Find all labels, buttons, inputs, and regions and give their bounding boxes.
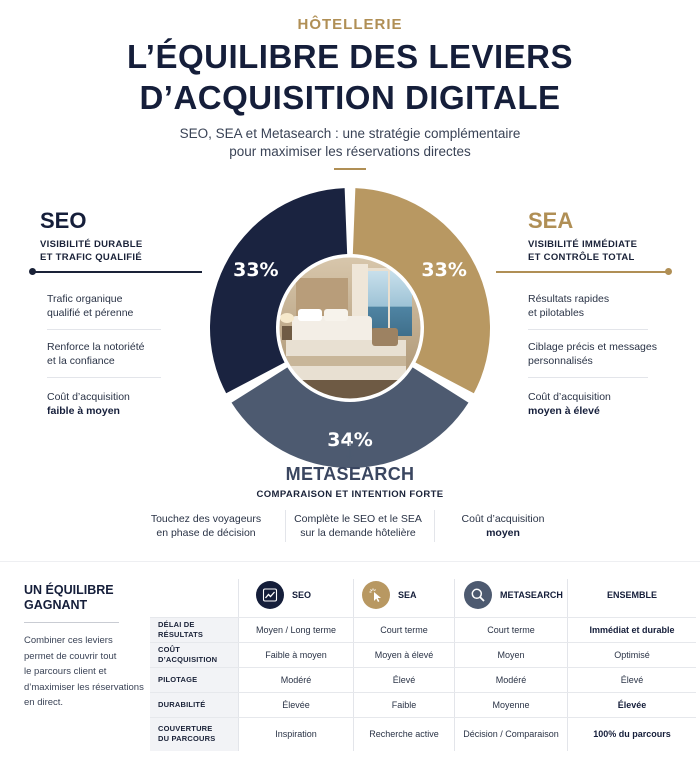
sea-item-1-line1: Résultats rapides <box>528 293 610 305</box>
seo-item-2-line2: et la confiance <box>47 355 115 367</box>
summary-text-line1: Combiner ces leviers <box>24 635 113 646</box>
table-cell: Élevée <box>282 699 310 710</box>
seo-item-1-line2: qualifié et pérenne <box>47 307 134 319</box>
sea-item-2-line1: Ciblage précis et messages <box>528 341 657 353</box>
metasearch-point-1-line1: Touchez des voyageurs <box>150 513 262 525</box>
row-label-pilotage <box>150 667 238 692</box>
table-cell: Moyen <box>497 649 525 660</box>
sea-item-3-line1: Coût d’acquisition <box>528 391 611 403</box>
page-subtitle-line2: pour maximiser les réservations directes <box>229 144 471 159</box>
sea-item-2-line2: personnalisés <box>528 355 593 367</box>
sea-subtitle-line1: VISIBILITÉ IMMÉDIATE <box>528 239 638 250</box>
seo-separator-1 <box>47 329 161 330</box>
magnifier-icon <box>464 581 492 609</box>
metasearch-point-1 <box>136 512 276 540</box>
seo-item-2 <box>47 340 187 368</box>
summary-text <box>24 633 146 711</box>
summary-text-line5: en direct. <box>24 697 64 708</box>
cursor-click-icon <box>362 581 390 609</box>
row-label-couverture-line1: COUVERTURE <box>158 724 213 733</box>
sea-connector-dot <box>665 268 672 275</box>
summary-title <box>24 583 144 613</box>
metasearch-subtitle: COMPARAISON ET INTENTION FORTE <box>256 489 444 500</box>
table-cell: Inspiration <box>275 729 317 739</box>
row-label-durabilite <box>150 692 238 717</box>
sea-separator-1 <box>528 329 648 330</box>
page-title-line1: L’ÉQUILIBRE DES LEVIERS <box>126 38 574 75</box>
seo-subtitle <box>40 238 143 264</box>
trend-chart-icon <box>256 581 284 609</box>
table-cell: Faible à moyen <box>265 649 327 660</box>
table-cell: Moyenne <box>492 699 530 710</box>
row-label-couverture <box>150 717 238 751</box>
row-label-cout <box>150 642 238 667</box>
seo-connector-line <box>32 271 202 273</box>
table-header-sea-label: SEA <box>398 590 417 600</box>
table-header-seo-label: SEO <box>292 590 312 600</box>
seo-item-1-line1: Trafic organique <box>47 293 123 305</box>
table-cell: Élevé <box>620 674 644 685</box>
section-divider <box>0 561 700 562</box>
sea-connector-line <box>496 271 668 273</box>
row-label-delai-text: DÉLAI DE RÉSULTATS <box>158 619 204 639</box>
summary-text-line3: le parcours client et <box>24 666 107 677</box>
metasearch-point-2-line2: sur la demande hôtelière <box>300 527 416 539</box>
table-cell: Moyen à élevé <box>374 649 434 660</box>
sea-item-1 <box>528 292 678 320</box>
table-header-metasearch-label: METASEARCH <box>500 590 563 600</box>
row-label-pilotage-text: PILOTAGE <box>158 674 198 684</box>
metasearch-point-2-line1: Complète le SEO et le SEA <box>294 513 422 525</box>
sea-subtitle-line2: ET CONTRÔLE TOTAL <box>528 252 635 263</box>
page-subtitle-line1: SEO, SEA et Metasearch : une stratégie complémentaire <box>179 126 521 141</box>
eyebrow-category: HÔTELLERIE <box>297 16 403 33</box>
table-cell: Modéré <box>280 674 312 685</box>
summary-text-line2: permet de couvrir tout <box>24 650 117 662</box>
seo-title: SEO <box>40 208 87 233</box>
sea-subtitle <box>528 238 637 264</box>
row-label-durabilite-text: DURABILITÉ <box>158 699 206 709</box>
seo-subtitle-line1: VISIBILITÉ DURABLE <box>40 239 143 250</box>
summary-divider <box>24 622 119 623</box>
sea-item-1-line2: et pilotables <box>528 307 585 319</box>
table-header-sea <box>362 579 417 611</box>
row-label-delai <box>150 617 238 642</box>
row-label-cout-text: COÛT D’ACQUISITION <box>158 644 218 664</box>
summary-text-line4: d’maximiser les réservations <box>24 681 144 693</box>
table-cell: Recherche active <box>369 729 439 739</box>
donut-label-metasearch: 34% <box>327 429 373 451</box>
sea-item-3-line2: moyen à élevé <box>528 405 600 417</box>
table-header-metasearch <box>464 579 563 611</box>
table-cell: Faible <box>391 699 417 710</box>
sea-item-3 <box>528 390 678 418</box>
seo-item-3-line1: Coût d’acquisition <box>47 391 130 403</box>
metasearch-point-3-line2: moyen <box>486 527 520 539</box>
table-cell: Élevé <box>392 674 416 685</box>
seo-separator-2 <box>47 377 161 378</box>
seo-item-2-line1: Renforce la notoriété <box>47 341 145 353</box>
table-cell: Modéré <box>495 674 527 685</box>
table-cell: Décision / Comparaison <box>463 729 559 739</box>
table-cell: 100% du parcours <box>593 729 671 739</box>
seo-subtitle-line2: ET TRAFIC QUALIFIÉ <box>40 252 142 263</box>
sea-item-2 <box>528 340 678 368</box>
metasearch-point-3 <box>433 512 573 540</box>
title-divider <box>334 168 366 170</box>
donut-label-sea: 33% <box>421 259 467 282</box>
table-header-ensemble-label: ENSEMBLE <box>606 590 657 600</box>
table-cell: Immédiat et durable <box>589 624 675 635</box>
seo-item-3 <box>47 390 187 418</box>
sea-separator-2 <box>528 377 648 378</box>
sea-title: SEA <box>528 208 574 233</box>
page-title-line2: D’ACQUISITION DIGITALE <box>139 79 561 116</box>
table-header-seo <box>256 579 311 611</box>
metasearch-title: METASEARCH <box>285 464 415 484</box>
metasearch-point-2 <box>286 512 430 540</box>
row-label-couverture-line2: DU PARCOURS <box>158 734 216 743</box>
metasearch-point-3-line1: Coût d’acquisition <box>461 513 545 525</box>
summary-title-line1: UN ÉQUILIBRE <box>24 583 114 597</box>
donut-label-seo: 33% <box>233 259 279 282</box>
seo-item-3-line2: faible à moyen <box>47 405 120 417</box>
table-cell: Élevée <box>617 699 647 710</box>
acquisition-donut-diagram <box>200 178 500 478</box>
summary-title-line2: GAGNANT <box>24 598 88 612</box>
seo-item-1 <box>47 292 187 320</box>
metasearch-point-1-line2: en phase de décision <box>156 527 256 539</box>
table-cell: Moyen / Long terme <box>255 624 337 635</box>
table-cell: Court terme <box>487 624 535 635</box>
table-cell: Court terme <box>380 624 428 635</box>
table-cell: Optimisé <box>614 649 650 660</box>
table-header-ensemble <box>568 579 696 611</box>
comparison-table <box>150 573 696 751</box>
